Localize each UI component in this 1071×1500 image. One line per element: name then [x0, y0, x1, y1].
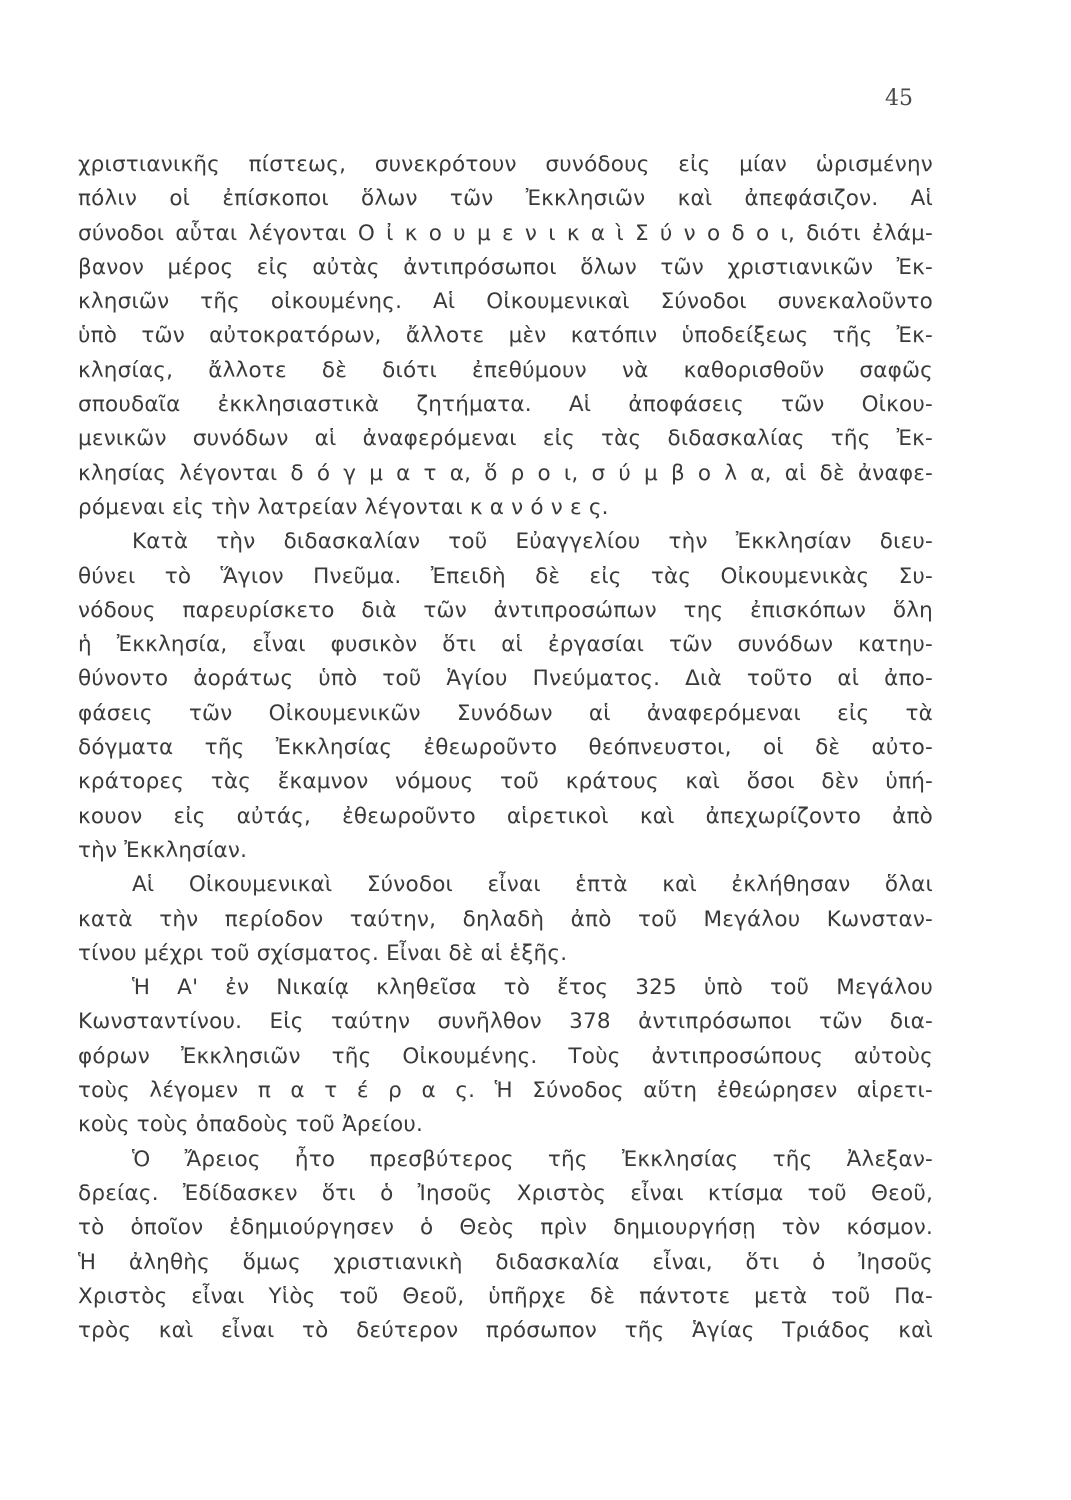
- text-line: θύνει τὸ Ἅγιον Πνεῦμα. Ἐπειδὴ δὲ εἰς τὰς Οἰκουμενικὰς Συ-: [78, 563, 933, 589]
- body-text: [78, 148, 933, 1348]
- text-line: σύνοδοι αὗται λέγονται Ο ἰ κ ο υ μ ε ν ι κ α ὶ Σ ύ ν ο δ ο ι, διότι ἐλάμ-: [78, 220, 933, 246]
- page-number: 45: [885, 86, 913, 111]
- text-line: πόλιν οἱ ἐπίσκοποι ὅλων τῶν Ἐκκλησιῶν καὶ ἀπεφάσιζον. Αἱ: [78, 186, 933, 212]
- text-line: κράτορες τὰς ἔκαμνον νόμους τοῦ κράτους καὶ ὅσοι δὲν ὑπή-: [78, 769, 933, 795]
- text-line: κουον εἰς αὐτάς, ἐθεωροῦντο αἱρετικοὶ καὶ ἀπεχωρίζοντο ἀπὸ: [78, 803, 933, 829]
- text-line: δρείας. Ἐδίδασκεν ὅτι ὁ Ἰησοῦς Χριστὸς εἶναι κτίσμα τοῦ Θεοῦ,: [78, 1180, 933, 1206]
- text-line: κλησίας, ἄλλοτε δὲ διότι ἐπεθύμουν νὰ καθορισθοῦν σαφῶς: [78, 357, 933, 383]
- text-line: ὑπὸ τῶν αὐτοκρατόρων, ἄλλοτε μὲν κατόπιν ὑποδείξεως τῆς Ἐκ-: [78, 323, 933, 349]
- text-line: Αἱ Οἰκουμενικαὶ Σύνοδοι εἶναι ἑπτὰ καὶ ἐκλήθησαν ὅλαι: [132, 872, 933, 898]
- text-line: φόρων Ἐκκλησιῶν τῆς Οἰκουμένης. Τοὺς ἀντιπροσώπους αὐτοὺς: [78, 1043, 933, 1069]
- text-line: δόγματα τῆς Ἐκκλησίας ἐθεωροῦντο θεόπνευστοι, οἱ δὲ αὐτο-: [78, 735, 933, 761]
- text-line: Ἡ ἀληθὴς ὅμως χριστιανικὴ διδασκαλία εἶναι, ὅτι ὁ Ἰησοῦς: [78, 1249, 933, 1275]
- text-line: μενικῶν συνόδων αἱ ἀναφερόμεναι εἰς τὰς διδασκαλίας τῆς Ἐκ-: [78, 426, 933, 452]
- text-line: Χριστὸς εἶναι Υἱὸς τοῦ Θεοῦ, ὑπῆρχε δὲ πάντοτε μετὰ τοῦ Πα-: [78, 1283, 933, 1309]
- text-line: βανον μέρος εἰς αὐτὰς ἀντιπρόσωποι ὅλων τῶν χριστιανικῶν Ἐκ-: [78, 254, 933, 280]
- text-line: ἡ Ἐκκλησία, εἶναι φυσικὸν ὅτι αἱ ἐργασίαι τῶν συνόδων κατηυ-: [78, 632, 933, 658]
- text-line: φάσεις τῶν Οἰκουμενικῶν Συνόδων αἱ ἀναφερόμεναι εἰς τὰ: [78, 700, 933, 726]
- text-line: νόδους παρευρίσκετο διὰ τῶν ἀντιπροσώπων της ἐπισκόπων ὅλη: [78, 597, 933, 623]
- text-line: τὸ ὁποῖον ἐδημιούργησεν ὁ Θεὸς πρὶν δημιουργήσῃ τὸν κόσμον.: [78, 1215, 933, 1241]
- text-line: κατὰ τὴν περίοδον ταύτην, δηλαδὴ ἀπὸ τοῦ Μεγάλου Κωνσταν-: [78, 906, 933, 932]
- text-line: τρὸς καὶ εἶναι τὸ δεύτερον πρόσωπον τῆς Ἁγίας Τριάδος καὶ: [78, 1318, 933, 1344]
- text-line: Κατὰ τὴν διδασκαλίαν τοῦ Εὐαγγελίου τὴν Ἐκκλησίαν διευ-: [132, 529, 933, 555]
- text-line: Κωνσταντίνου. Εἰς ταύτην συνῆλθον 378 ἀντιπρόσωποι τῶν δια-: [78, 1009, 933, 1035]
- text-line: κλησίας λέγονται δ ό γ μ α τ α, ὅ ρ ο ι, σ ύ μ β ο λ α, αἱ δὲ ἀναφε-: [78, 460, 933, 486]
- text-line: τοὺς λέγομεν π α τ έ ρ α ς. Ἡ Σύνοδος αὕτη ἐθεώρησεν αἱρετι-: [78, 1078, 933, 1104]
- text-line: Ἡ Α' ἐν Νικαίᾳ κληθεῖσα τὸ ἔτος 325 ὑπὸ τοῦ Μεγάλου: [132, 975, 933, 1001]
- text-line: κλησιῶν τῆς οἰκουμένης. Αἱ Οἰκουμενικαὶ Σύνοδοι συνεκαλοῦντο: [78, 289, 933, 315]
- text-line: θύνοντο ἀοράτως ὑπὸ τοῦ Ἁγίου Πνεύματος. Διὰ τοῦτο αἱ ἀπο-: [78, 666, 933, 692]
- text-line: τίνου μέχρι τοῦ σχίσματος. Εἶναι δὲ αἱ ἑξῆς.: [78, 940, 568, 966]
- text-line: ρόμεναι εἰς τὴν λατρείαν λέγονται κ α ν ό ν ε ς.: [78, 494, 609, 520]
- text-line: χριστιανικῆς πίστεως, συνεκρότουν συνόδους εἰς μίαν ὡρισμένην: [78, 152, 933, 177]
- text-line: Ὁ Ἄρειος ἦτο πρεσβύτερος τῆς Ἐκκλησίας τῆς Ἀλεξαν-: [132, 1146, 933, 1172]
- text-line: σπουδαῖα ἐκκλησιαστικὰ ζητήματα. Αἱ ἀποφάσεις τῶν Οἰκου-: [78, 392, 933, 418]
- text-line: τὴν Ἐκκλησίαν.: [78, 837, 248, 863]
- text-line: κοὺς τοὺς ὀπαδοὺς τοῦ Ἀρείου.: [78, 1112, 424, 1138]
